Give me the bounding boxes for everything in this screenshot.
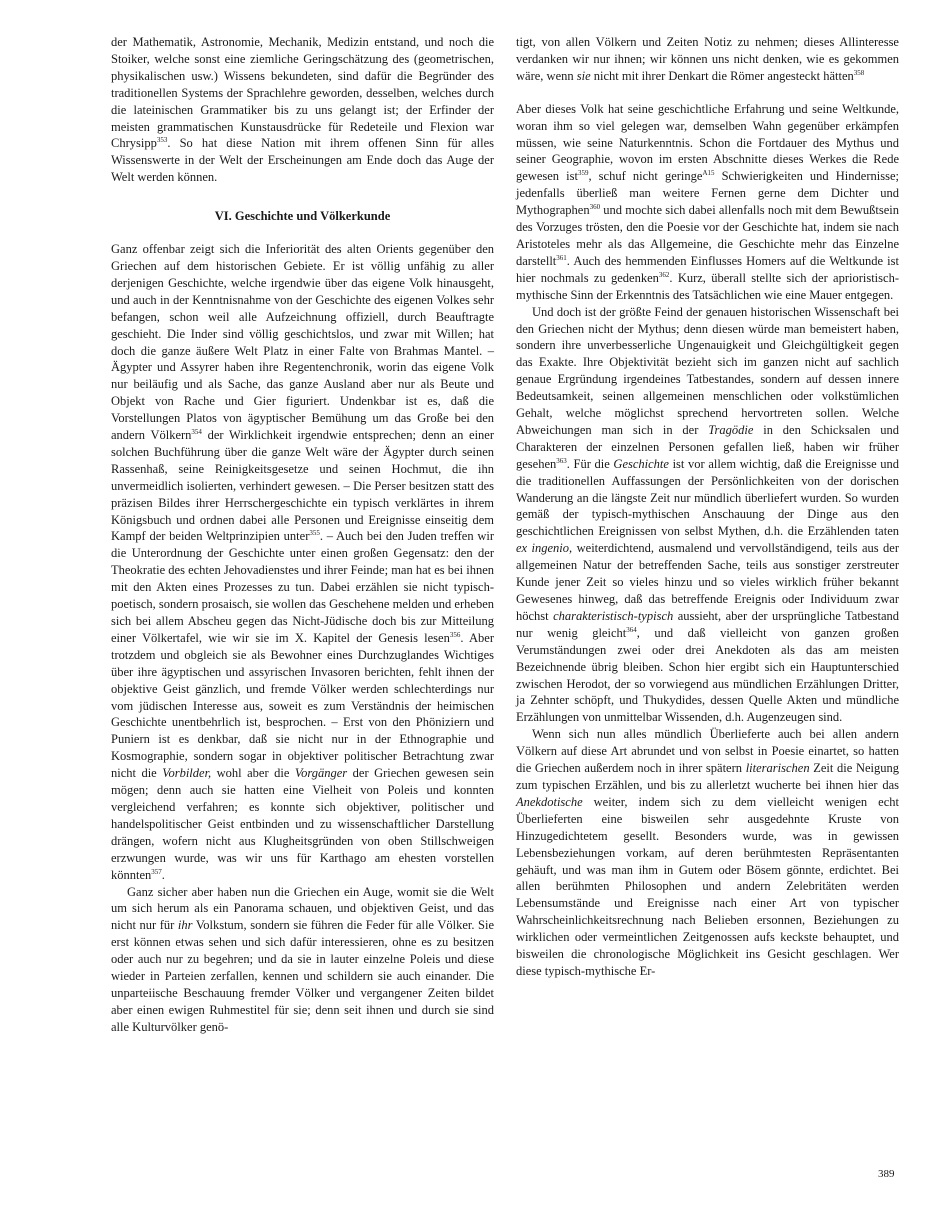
section-heading: VI. Geschichte und Völkerkunde <box>214 209 391 224</box>
footnote-ref[interactable]: 355 <box>309 529 320 538</box>
footnote-ref[interactable]: 363 <box>556 456 567 465</box>
footnote-ref[interactable]: A15 <box>702 169 715 178</box>
paragraph: Ganz offenbar zeigt sich die Inferiorität des alten Orients gegenüber den Griechen auf dem historischen Gebiete. Er ist völlig unfähig zu aller derjenigen Geschichte, welche irgendwie über das eigene Volk hinausgeht, und auch in der Kenntnisnahme von der Geschichte des eigenen Volkes sehr befangen, schon weil alle Aufzeichnung offiziell, durch Beauftragte geschieht. Die Inder sind völlig geschichtslos, und zwar mit Willen; hat doch die ganze äußere Welt Platz in einer Falte von Brahmas Mantel. – Ägypter und Assyrer haben ihre Regentenchronik, worin das eigene Volk nur beiläufig und als Sache, das ganze Ausland aber nur als Beute und Objekt von Rache und Gier figuriert. Undenkbar ist es, daß die Vorstellungen Platos von ägyptischer Bemühung um das Große bei den andern Völkern$^{354}$ der Wirklichkeit irgendwie entsprechen; denn an einer solchen Buchführung über die ganze Welt wäre der Ägypter durch seinen Rassenhaß, seine Reinigkeitsgesetze und seinen Hochmut, die ihn unvermeidlich isolierten, verhindert gewesen. – Die Perser besitzen statt des präzisen Bildes ihrer Herrschergeschichte ein typisch verklärtes in ihrem Königsbuch und ordnen dabei alle Personen und Ereignisse einseitig dem Kampf der beiden Weltprinzipien unter$^{355}$. – Auch bei den Juden treffen wir die Unterordnung der Geschichte unter einen großen Gegensatz: den der Theokratie des echten Jehovadienstes und ihrer Feinde; man hat es bei ihnen mit den Akten eines Prozesses zu tun. Dabei erzählen sie nicht typisch-poetisch, sondern prosaisch, sie wollen das Geschehene melden und erheben sich bei allem Abscheu gegen das Nicht-Jüdische doch bis zur Mitteilung einer Völkertafel, wie wir sie im X. Kapitel der Genesis lesen$^{356}$. Aber trotzdem und obgleich sie als Bewohner eines Durchzuglandes Wichtiges über ihre ägyptischen und assyrischen Invasoren berichten, fehlt ihnen der objektive Geist gänzlich, und fremde Völker werden schlechterdings nur vom jüdischen Interesse aus, soweit es zum Verständnis der heimischen Geschichte unentbehrlich ist, besprochen. – Erst von den Phöniziern und Puniern ist es denkbar, daß sie nicht nur in der Ethnographie und Kosmographie, sondern sogar in objektiver politischer Betrachtung zwar nicht die Vorbilder, wohl aber die Vorgänger der Griechen gewesen sein mögen; denn auch sie hatten eine Vielheit von Poleis und konnten vergleichend verfahren; es konnte sich objektiver, politischer und handelspolitischer Geist entbinden und zu wissenschaftlicher Darstellung drängen, wofern nicht aus Klugheitsgründen von oben Stillschweigen erzwungen wurde, was wir uns für Karthago am ehesten vorstellen könnten$^{357}$. <box>111 242 495 882</box>
paragraph: der Mathematik, Astronomie, Mechanik, Medizin entstand, und noch die Stoiker, welche sonst eine ziemliche Geringschätzung des (geometrischen, physikalischen usw.) Wissens bekundeten, sind dafür die Begründer des traditionellen Systems der Sprachlehre geworden, desselben, welches durch die lateinischen Grammatiker bis zu uns gelangt ist; der Erfinder der meisten grammatischen Kunstausdrücke für Redeteile und Flexion war Chrysipp$^{353}$. So hat diese Nation mit ihrem offenen Sinn für alles Wissenswerte in der Welt der Erscheinungen am Ende doch das Auge der Welt werden können. <box>111 35 494 185</box>
paragraph: Und doch ist der größte Feind der genauen historischen Wissenschaft bei den Griechen nicht der Mythus; denn diesen würde man bemeistert haben, sondern ihre unverbesserliche Ungenauigkeit und Gleichgültigkeit gegen das Exakte. Ihre Objektivität bezieht sich im ganzen nicht auf sachlich genaue Ergründung irgendeines Tatbestandes, sondern auf dessen innere Bedeutsamkeit, seinen allgemeinen menschlichen oder volkstümlichen Gehalt, welche möglichst sprechend hervortreten sollen. Welche Abweichungen man sich in der Tragödie in den Schicksalen und Charakteren der einzelnen Personen gefallen ließ, haben wir früher gesehen$^{363}$. Für die Geschichte ist vor allem wichtig, daß die Ereignisse und die traditionellen Auffassungen der Persönlichkeiten von der dorischen Wanderung an die längste Zeit nur mündlich überliefert wurden. So wurden gemäß der typisch-mythischen Anschauung der Dinge aus den geschichtlichen Ereignissen von selbst Mythen, d.h. die Erzählenden taten ex ingenio, weiterdichtend, ausmalend und vervollständigend, teils aus der allgemeinen Natur der betreffenden Sache, teils aus sonstiger zerstreuter Kunde jener Zeit so vieles hinzu und so vieles wirklich früher bekannt Gewesenes hinweg, daß das betreffende Ereignis oder Individuum zwar höchst charakteristisch-typisch aussieht, aber der ursprüngliche Tatbestand nur wenig gleicht$^{364}$, und daß vielleicht von ganzen großen Verumständungen zwei oder drei Anekdoten als das am meisten Bezeichnende übrig bleiben. Schon hier ergibt sich ein Hauptunterschied zwischen Herodot, der so vorwiegend aus mündlichen Erzählungen Dritter, ja Zehnter schöpft, und Thukydides, dessen Quelle Akten und mündliche Erzählungen von unmittelbar Wissenden, d.h. Augenzeugen sind. <box>516 304 900 725</box>
footnote-ref[interactable]: 357 <box>151 867 162 876</box>
footnote-ref[interactable]: 362 <box>658 270 670 279</box>
right-column <box>516 34 899 980</box>
footnote-ref[interactable]: 356 <box>449 630 461 639</box>
paragraph: tigt, von allen Völkern und Zeiten Notiz zu nehmen; dieses Allinteresse verdanken wir nur ihnen; wir können uns nicht denken, wie es gekommen wäre, wenn sie nicht mit ihrer Denkart die Römer angesteckt hätten$^{358}$ <box>516 35 899 83</box>
footnote-ref[interactable]: 358 <box>853 68 865 77</box>
paragraph: Wenn sich nun alles mündlich Überlieferte auch bei allen andern Völkern auf diese Art abrundet und von selbst in Poesie einartet, so hatten die Griechen außerdem noch in ihrer spätern literarischen Zeit die Neigung zum typischen Erzählen, und bis zu allerletzt wucherte bei ihnen hier das Anekdotische weiter, indem sich zu dem vielleicht wenigen echt Überlieferten eine bisweilen sehr ausgedehnte Kruste von Hinzugedichtetem gesellt. Besonders wurde, was in gewissen Lebensbeziehungen vorkam, auf deren berühmtesten Repräsentanten gehäuft, und was man ihm in Gutem oder Bösem gönnte, erdichtet. Bei allen berühmten Philosophen und andern Zelebritäten werden Lebensumstände und Ereignisse nach einer Art von typischer Wahrscheinlichkeitsrechnung nach Belieben ersonnen, Beziehungen zu wirklichen oder vermeintlichen Zeitgenossen aufs keckste behauptet, und bisweilen die chronologische Möglichkeit ins Gesicht geschlagen. Wer diese typisch-mythische Er- <box>516 727 900 978</box>
footnote-ref[interactable]: 353 <box>156 136 168 145</box>
left-column <box>111 34 494 1036</box>
paragraph: Aber dieses Volk hat seine geschichtliche Erfahrung und seine Weltkunde, woran ihm so viel gelegen war, demselben Wahn gegenüber erkämpfen müssen, wie seine Naturkenntnis. Schon die Fortdauer des Mythus und seiner Geographie, wovon im ersten Abschnitte dieses Werkes die Rede gewesen ist$^{359}$, schuf nicht geringe$^{A15}$ Schwierigkeiten und Hindernisse; jedenfalls überließ man weitere Fernen gerne dem Dichter und Mythographen$^{360}$ und mochte sich dabei allenfalls noch mit dem Bewußtsein des Vorzuges trösten, den die Poesie vor der Geschichte hat, indem sie nach Aristoteles mehr als das Allgemeine, die Geschichte mehr das Einzelne darstellt$^{361}$. Auch des hemmenden Einflusses Homers auf die Weltkunde ist hier nochmals zu gedenken$^{362}$. Kurz, überall stellte sich der aprioristisch-mythische Sinn der Erkenntnis des Tatsächlichen wie eine Mauer entgegen. <box>516 101 899 302</box>
footnote-ref[interactable]: 354 <box>191 428 202 437</box>
footnote-ref[interactable]: 364 <box>626 625 637 634</box>
paragraph: Ganz sicher aber haben nun die Griechen ein Auge, womit sie die Welt um sich herum als ein Panorama schauen, und objektiven Geist, und das nicht nur für ihr Volkstum, sondern sie führen die Feder für alle Völker. Sie erst können etwas sehen und sich dafür interessieren, ohne es zu besitzen oder auch nur zu begehren; und da sie in lauter einzelne Poleis und diese wieder in Parteien zerfallen, kennen und schildern sie auch einander. Die unparteiische Beschauung fremder Völker und vergangener Zeiten bildet aber einen ewigen Ruhmestitel für sie; denn seit ihnen und durch sie sind alle Kulturvölker genö- <box>111 884 494 1034</box>
footnote-ref[interactable]: 360 <box>589 203 601 212</box>
footnote-ref[interactable]: 359 <box>577 169 589 178</box>
footnote-ref[interactable]: 361 <box>556 253 567 262</box>
page-number: 389 <box>878 1168 895 1180</box>
